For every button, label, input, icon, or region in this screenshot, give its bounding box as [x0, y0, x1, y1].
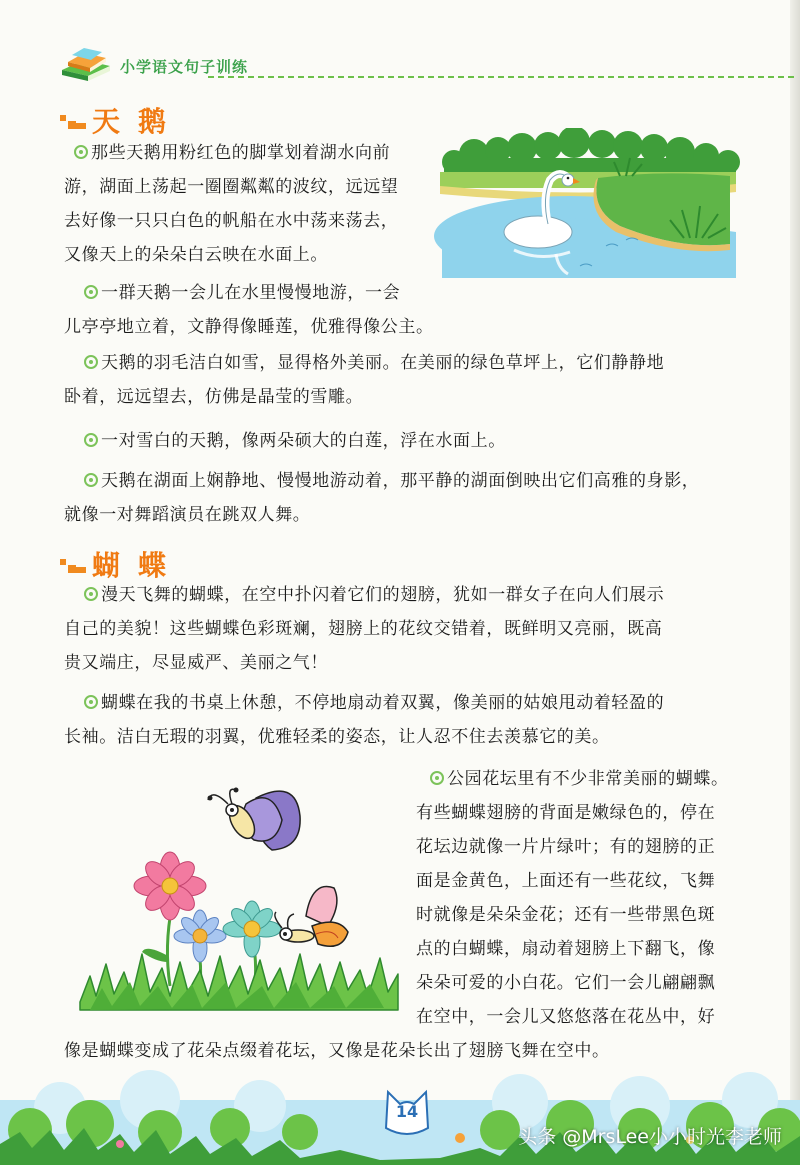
text-line: 漫天飞舞的蝴蝶，在空中扑闪着它们的翅膀，犹如一群女子在向人们展示 [84, 578, 764, 612]
text-line: 去好像一只只白色的帆船在水中荡来荡去， [64, 211, 399, 231]
text-line: 那些天鹅用粉红色的脚掌划着湖水向前 [74, 136, 454, 170]
pink-flower [134, 852, 206, 920]
circle-bullet-icon [84, 355, 98, 369]
text-line: 有些蝴蝶翅膀的背面是嫩绿色的，停在 [416, 803, 716, 823]
paragraph-butterfly-3-last-line [64, 1034, 764, 1068]
paragraph-butterfly-3 [416, 762, 776, 1034]
circle-bullet-icon [430, 771, 444, 785]
paragraph-butterfly-2 [64, 686, 764, 754]
heading-mark-icon [60, 553, 86, 575]
text-line: 就像一对舞蹈演员在跳双人舞。 [64, 505, 311, 525]
text-line: 天鹅的羽毛洁白如雪，显得格外美丽。在美丽的绿色草坪上，它们静静地 [84, 346, 754, 380]
text-line: 游，湖面上荡起一圈圈粼粼的波纹，远远望 [64, 177, 399, 197]
paragraph-swan-1 [64, 136, 454, 272]
text-line: 像是蝴蝶变成了花朵点缀着花坛，又像是花朵长出了翅膀飞舞在空中。 [64, 1041, 610, 1061]
paragraph-swan-5 [64, 464, 764, 532]
paragraph-butterfly-1 [64, 578, 764, 680]
section-title: 蝴蝶 [92, 549, 185, 582]
book-stack-icon [58, 46, 114, 84]
circle-bullet-icon [84, 433, 98, 447]
butterflies-flowers-illustration [76, 776, 402, 1012]
text-line: 天鹅在湖面上娴静地、慢慢地游动着，那平静的湖面倒映出它们高雅的身影， [84, 464, 764, 498]
text-line: 自己的美貌！这些蝴蝶色彩斑斓，翅膀上的花纹交错着，既鲜明又亮丽，既高 [64, 619, 663, 639]
header-divider [208, 76, 794, 78]
paragraph-swan-4 [84, 424, 754, 458]
text-line: 朵朵可爱的小白花。它们一会儿翩翩飘 [416, 973, 716, 993]
section-title: 天鹅 [92, 105, 185, 138]
text-line: 时就像是朵朵金花；还有一些带黑色斑 [416, 905, 716, 925]
orange-butterfly [275, 887, 348, 947]
paragraph-swan-2 [64, 276, 464, 344]
text-line: 蝴蝶在我的书桌上休憩，不停地扇动着双翼，像美丽的姑娘甩动着轻盈的 [84, 686, 764, 720]
swan-lake-illustration [430, 128, 746, 278]
text-line: 贵又端庄，尽显威严、美丽之气！ [64, 653, 328, 673]
purple-butterfly [208, 788, 301, 851]
text-line: 面是金黄色，上面还有一些花纹，飞舞 [416, 871, 716, 891]
circle-bullet-icon [84, 695, 98, 709]
watermark: 头条 @MrsLee小小时光李老师 [518, 1126, 782, 1148]
heading-mark-icon [60, 109, 86, 131]
page-edge [790, 0, 800, 1165]
circle-bullet-icon [84, 473, 98, 487]
circle-bullet-icon [74, 145, 88, 159]
text-line: 儿亭亭地立着，文静得像睡莲，优雅得像公主。 [64, 317, 434, 337]
page-header [58, 46, 738, 86]
text-line: 卧着，远远望去，仿佛是晶莹的雪雕。 [64, 387, 364, 407]
blue-flower [174, 910, 226, 962]
paragraph-swan-3 [64, 346, 754, 414]
page-number: 14 [395, 1102, 419, 1121]
text-line: 在空中，一会儿又悠悠落在花丛中，好 [416, 1007, 716, 1027]
teal-flower [223, 901, 281, 957]
text-line: 一对雪白的天鹅，像两朵硕大的白莲，浮在水面上。 [84, 424, 754, 458]
text-line: 一群天鹅一会儿在水里慢慢地游，一会 [84, 276, 464, 310]
text-line: 长袖。洁白无瑕的羽翼，优雅轻柔的姿态，让人忍不住去羡慕它的美。 [64, 727, 610, 747]
text-line: 又像天上的朵朵白云映在水面上。 [64, 245, 328, 265]
circle-bullet-icon [84, 285, 98, 299]
section-heading-swan [60, 100, 184, 140]
text-line: 点的白蝴蝶，扇动着翅膀上下翻飞，像 [416, 939, 716, 959]
circle-bullet-icon [84, 587, 98, 601]
header-title: 小学语文句子训练 [120, 58, 249, 76]
text-line: 公园花坛里有不少非常美丽的蝴蝶。 [430, 762, 776, 796]
text-line: 花坛边就像一片片绿叶；有的翅膀的正 [416, 837, 716, 857]
